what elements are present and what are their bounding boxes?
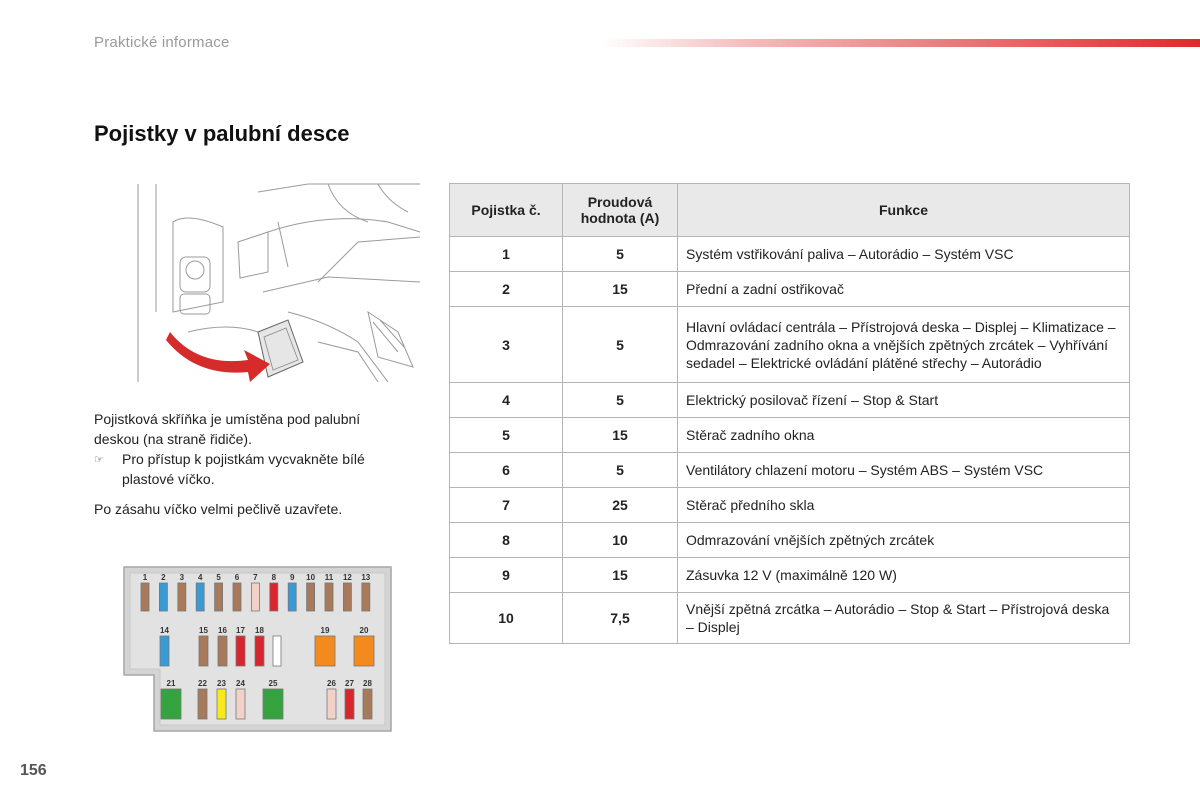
fuse-label-12: 12	[342, 573, 352, 582]
fuse-label-22: 22	[198, 679, 207, 688]
fuse-label-7: 7	[253, 573, 258, 582]
fuse-label-13: 13	[361, 573, 371, 582]
fuse-function-cell: Stěrač předního skla	[678, 488, 1130, 523]
fuse-number-cell: 8	[450, 523, 563, 558]
fuse-2	[159, 583, 167, 611]
section-header: Praktické informace	[94, 34, 230, 51]
fuse-box-diagram	[120, 563, 395, 735]
fuse-number-cell: 5	[450, 418, 563, 453]
fuse-function-cell: Elektrický posilovač řízení – Stop & Start	[678, 383, 1130, 418]
closing-paragraph: Po zásahu víčko velmi pečlivě uzavřete.	[94, 501, 343, 517]
table-row	[450, 237, 1130, 272]
fuse-label-18: 18	[255, 626, 264, 635]
fuse-28	[363, 689, 372, 719]
fuse-amperage-cell: 5	[563, 383, 678, 418]
column-header-fuse-number: Pojistka č.	[450, 184, 563, 237]
fuse-4	[196, 583, 204, 611]
column-header-current: Proudová hodnota (A)	[563, 184, 678, 237]
fuse-number-cell: 2	[450, 272, 563, 307]
fuse-amperage-cell: 25	[563, 488, 678, 523]
fuse-8	[270, 583, 278, 611]
fuse-amperage-cell: 10	[563, 523, 678, 558]
fuse-12	[343, 583, 351, 611]
fuse-label-19: 19	[320, 626, 330, 635]
fuse-label-6: 6	[234, 573, 240, 582]
fuse-function-cell: Přední a zadní ostřikovač	[678, 272, 1130, 307]
instructions-text	[94, 409, 399, 519]
fuse-label-9: 9	[289, 573, 295, 582]
fuse-function-cell: Zásuvka 12 V (maximálně 120 W)	[678, 558, 1130, 593]
table-row	[450, 488, 1130, 523]
table-row	[450, 383, 1130, 418]
pointing-hand-icon: ☞	[94, 454, 104, 466]
fuse-label-27: 27	[345, 679, 354, 688]
fuse-label-8: 8	[271, 573, 277, 582]
fuse-function-cell: Odmrazování vnějších zpětných zrcátek	[678, 523, 1130, 558]
fuse-label-11: 11	[324, 573, 334, 582]
fuse-19	[315, 636, 335, 666]
header-accent-bar	[600, 39, 1200, 47]
table-row	[450, 593, 1130, 644]
fuse-11	[325, 583, 333, 611]
fuse-22	[198, 689, 207, 719]
fuse-function-cell: Ventilátory chlazení motoru – Systém ABS – Systém VSC	[678, 453, 1130, 488]
fuse-15	[199, 636, 208, 666]
location-paragraph: Pojistková skříňka je umístěna pod palubní deskou (na straně řidiče).	[94, 411, 361, 447]
fuse-number-cell: 1	[450, 237, 563, 272]
fuse-label-15: 15	[199, 626, 208, 635]
fuse-amperage-cell: 5	[563, 237, 678, 272]
fuse-label-5: 5	[216, 573, 221, 582]
fuse-label-20: 20	[359, 626, 369, 635]
fuse-label-26: 26	[327, 679, 336, 688]
fuse-amperage-cell: 7,5	[563, 593, 678, 644]
fuse-1	[141, 583, 149, 611]
fuse-10	[307, 583, 315, 611]
dashboard-location-illustration	[128, 182, 420, 382]
fuse-24	[236, 689, 245, 719]
fuse-27	[345, 689, 354, 719]
table-row	[450, 453, 1130, 488]
table-row	[450, 307, 1130, 383]
fuse-23	[217, 689, 226, 719]
fuse-26	[327, 689, 336, 719]
table-header-row	[450, 184, 1130, 237]
fuse-6	[233, 583, 241, 611]
fuse-18	[255, 636, 264, 666]
fuse-label-14: 14	[160, 626, 169, 635]
table-row	[450, 523, 1130, 558]
fuse-label-2: 2	[161, 573, 166, 582]
fuse-label-28: 28	[363, 679, 372, 688]
fuse-amperage-cell: 15	[563, 272, 678, 307]
fuse-label-23: 23	[217, 679, 226, 688]
fuse-number-cell: 9	[450, 558, 563, 593]
table-row	[450, 418, 1130, 453]
fuse-7	[251, 583, 259, 611]
fuse-label-10: 10	[306, 573, 316, 582]
fuse-label-25: 25	[268, 679, 278, 688]
table-row	[450, 558, 1130, 593]
fuse-amperage-cell: 15	[563, 418, 678, 453]
fuse-14	[160, 636, 169, 666]
fuse-16	[218, 636, 227, 666]
page-title: Pojistky v palubní desce	[94, 121, 350, 146]
fuse-3	[178, 583, 186, 611]
fuse-table	[449, 183, 1130, 644]
fuse-label-21: 21	[166, 679, 176, 688]
fuse-amperage-cell: 15	[563, 558, 678, 593]
fuse-function-cell: Stěrač zadního okna	[678, 418, 1130, 453]
fuse-13	[362, 583, 370, 611]
fuse-number-cell: 7	[450, 488, 563, 523]
fuse-label-16: 16	[218, 626, 227, 635]
fuse-label-4: 4	[197, 573, 203, 582]
fuse-label-3: 3	[179, 573, 185, 582]
fuse-21	[161, 689, 181, 719]
fuse-number-cell: 4	[450, 383, 563, 418]
fuse-slot-empty	[273, 636, 281, 666]
access-bullet-text: Pro přístup k pojistkám vycvakněte bílé plastové víčko.	[122, 451, 365, 487]
fuse-function-cell: Hlavní ovládací centrála – Přístrojová deska – Displej – Klimatizace – Odmrazování zadního okna a vnějších zpětných zrcátek – Vyhřívání sedadel – Elektrické ovládání plátěné střechy – Autorádio	[678, 307, 1130, 383]
fuse-amperage-cell: 5	[563, 453, 678, 488]
fuse-label-17: 17	[236, 626, 245, 635]
fuse-number-cell: 3	[450, 307, 563, 383]
fuse-function-cell: Systém vstřikování paliva – Autorádio – Systém VSC	[678, 237, 1130, 272]
table-row	[450, 272, 1130, 307]
fuse-amperage-cell: 5	[563, 307, 678, 383]
page-number: 156	[20, 762, 47, 779]
fuse-number-cell: 6	[450, 453, 563, 488]
fuse-label-24: 24	[236, 679, 245, 688]
fuse-17	[236, 636, 245, 666]
fuse-9	[288, 583, 296, 611]
fuse-5	[215, 583, 223, 611]
fuse-number-cell: 10	[450, 593, 563, 644]
access-bullet	[94, 449, 399, 489]
fuse-25	[263, 689, 283, 719]
fuse-function-cell: Vnější zpětná zrcátka – Autorádio – Stop & Start – Přístrojová deska – Displej	[678, 593, 1130, 644]
fuse-20	[354, 636, 374, 666]
column-header-function: Funkce	[678, 184, 1130, 237]
fuse-label-1: 1	[142, 573, 148, 582]
